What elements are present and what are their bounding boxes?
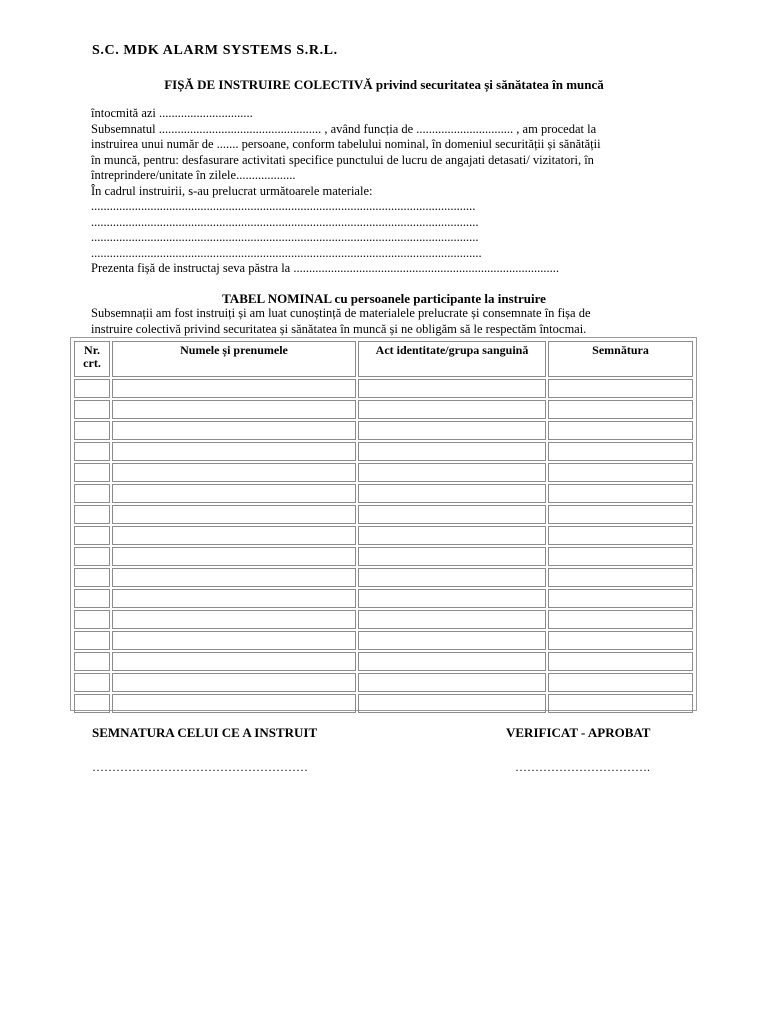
cell-signature[interactable] <box>548 673 693 692</box>
table-row <box>74 421 693 440</box>
table-row <box>74 568 693 587</box>
cell-id[interactable] <box>358 631 546 650</box>
cell-name[interactable] <box>112 610 356 629</box>
cell-nr[interactable] <box>74 442 110 461</box>
cell-nr[interactable] <box>74 505 110 524</box>
cell-name[interactable] <box>112 484 356 503</box>
cell-nr[interactable] <box>74 400 110 419</box>
table-row <box>74 547 693 566</box>
cell-id[interactable] <box>358 421 546 440</box>
cell-name[interactable] <box>112 568 356 587</box>
header-name: Numele și prenumele <box>112 341 356 377</box>
cell-signature[interactable] <box>548 442 693 461</box>
cell-id[interactable] <box>358 568 546 587</box>
body-line-days: întreprindere/unitate în zilele................... <box>91 168 296 182</box>
body-line-storage: Prezenta fișă de instructaj seva păstra la ..................................................................................... <box>91 261 559 275</box>
cell-nr[interactable] <box>74 463 110 482</box>
cell-id[interactable] <box>358 442 546 461</box>
intro-line-2: instruire colectivă privind securitatea și sănătatea în muncă și ne obligăm să le respectăm întocmai. <box>91 321 587 336</box>
intro-line-1: Subsemnații am fost instruiți și am luat cunoștință de materialele prelucrate și consemnate în fișa de <box>91 306 591 320</box>
instruction-body <box>91 106 673 277</box>
cell-name[interactable] <box>112 442 356 461</box>
cell-signature[interactable] <box>548 505 693 524</box>
table-row <box>74 484 693 503</box>
cell-nr[interactable] <box>74 421 110 440</box>
cell-signature[interactable] <box>548 610 693 629</box>
cell-id[interactable] <box>358 463 546 482</box>
document-title <box>0 77 768 93</box>
participants-table-frame <box>70 337 697 711</box>
cell-id[interactable] <box>358 610 546 629</box>
table-row <box>74 694 693 713</box>
cell-id[interactable] <box>358 400 546 419</box>
table-row <box>74 526 693 545</box>
cell-nr[interactable] <box>74 610 110 629</box>
participants-table <box>72 339 695 715</box>
cell-id[interactable] <box>358 589 546 608</box>
cell-nr[interactable] <box>74 526 110 545</box>
cell-signature[interactable] <box>548 631 693 650</box>
cell-name[interactable] <box>112 379 356 398</box>
table-row <box>74 652 693 671</box>
cell-signature[interactable] <box>548 568 693 587</box>
cell-signature[interactable] <box>548 463 693 482</box>
header-nr-crt: Nr. crt. <box>74 341 110 377</box>
materials-dotted-line-4: ............................................................................................................................. <box>91 245 482 260</box>
instructor-signature-label: SEMNATURA CELUI CE A INSTRUIT <box>92 725 318 740</box>
cell-name[interactable] <box>112 673 356 692</box>
body-line-materials: În cadrul instruirii, s-au prelucrat următoarele materiale: <box>91 183 373 198</box>
instructor-signature-line: ……………………………………………… <box>92 760 308 774</box>
body-line-undersigned: Subsemnatul .................................................... , având funcția de ............................... , am procedat la <box>91 121 597 136</box>
cell-nr[interactable] <box>74 568 110 587</box>
cell-id[interactable] <box>358 526 546 545</box>
body-line-date: întocmită azi .............................. <box>91 106 253 120</box>
cell-id[interactable] <box>358 547 546 566</box>
document-title-subject: privind securitatea și sănătatea în muncă <box>372 77 604 92</box>
table-body <box>74 379 693 713</box>
cell-name[interactable] <box>112 505 356 524</box>
cell-signature[interactable] <box>548 400 693 419</box>
table-row <box>74 610 693 629</box>
body-line-persons: instruirea unui număr de ....... persoane, conform tabelului nominal, în domeniul securității și sănătății <box>91 137 601 151</box>
cell-id[interactable] <box>358 673 546 692</box>
cell-signature[interactable] <box>548 484 693 503</box>
table-row <box>74 505 693 524</box>
cell-name[interactable] <box>112 631 356 650</box>
cell-signature[interactable] <box>548 589 693 608</box>
cell-name[interactable] <box>112 589 356 608</box>
cell-id[interactable] <box>358 652 546 671</box>
table-title: TABEL NOMINAL cu persoanele participante la instruire <box>222 291 546 306</box>
cell-nr[interactable] <box>74 547 110 566</box>
table-row <box>74 463 693 482</box>
cell-nr[interactable] <box>74 379 110 398</box>
cell-nr[interactable] <box>74 673 110 692</box>
cell-id[interactable] <box>358 379 546 398</box>
cell-signature[interactable] <box>548 547 693 566</box>
cell-name[interactable] <box>112 400 356 419</box>
cell-nr[interactable] <box>74 589 110 608</box>
cell-signature[interactable] <box>548 526 693 545</box>
approval-signature-line: ……………………………. <box>515 760 650 774</box>
header-signature: Semnătura <box>548 341 693 377</box>
table-intro <box>91 306 671 337</box>
table-header-row <box>74 341 693 377</box>
body-line-purpose: în muncă, pentru: desfasurare activitati specifice punctului de lucru de angajati detasati/ vizitatori, în <box>91 152 594 167</box>
table-row <box>74 673 693 692</box>
materials-dotted-line-1: ........................................................................................................................... <box>91 199 476 213</box>
document-title-main: FIȘĂ DE INSTRUIRE COLECTIVĂ <box>164 77 373 92</box>
table-row <box>74 589 693 608</box>
verified-approved-label: VERIFICAT - APROBAT <box>506 725 651 740</box>
cell-nr[interactable] <box>74 694 110 713</box>
cell-name[interactable] <box>112 463 356 482</box>
cell-signature[interactable] <box>548 421 693 440</box>
materials-dotted-line-2: ............................................................................................................................ <box>91 214 479 229</box>
table-row <box>74 631 693 650</box>
cell-name[interactable] <box>112 652 356 671</box>
table-row <box>74 400 693 419</box>
cell-name[interactable] <box>112 421 356 440</box>
table-row <box>74 379 693 398</box>
table-row <box>74 442 693 461</box>
cell-nr[interactable] <box>74 631 110 650</box>
cell-nr[interactable] <box>74 652 110 671</box>
cell-nr[interactable] <box>74 484 110 503</box>
company-name: S.C. MDK ALARM SYSTEMS S.R.L. <box>92 43 338 58</box>
cell-signature[interactable] <box>548 652 693 671</box>
cell-name[interactable] <box>112 547 356 566</box>
cell-name[interactable] <box>112 526 356 545</box>
cell-signature[interactable] <box>548 379 693 398</box>
cell-id[interactable] <box>358 694 546 713</box>
cell-name[interactable] <box>112 694 356 713</box>
materials-dotted-line-3: ............................................................................................................................ <box>91 230 479 244</box>
cell-id[interactable] <box>358 484 546 503</box>
cell-id[interactable] <box>358 505 546 524</box>
header-id-blood-group: Act identitate/grupa sanguină <box>358 341 546 377</box>
cell-signature[interactable] <box>548 694 693 713</box>
